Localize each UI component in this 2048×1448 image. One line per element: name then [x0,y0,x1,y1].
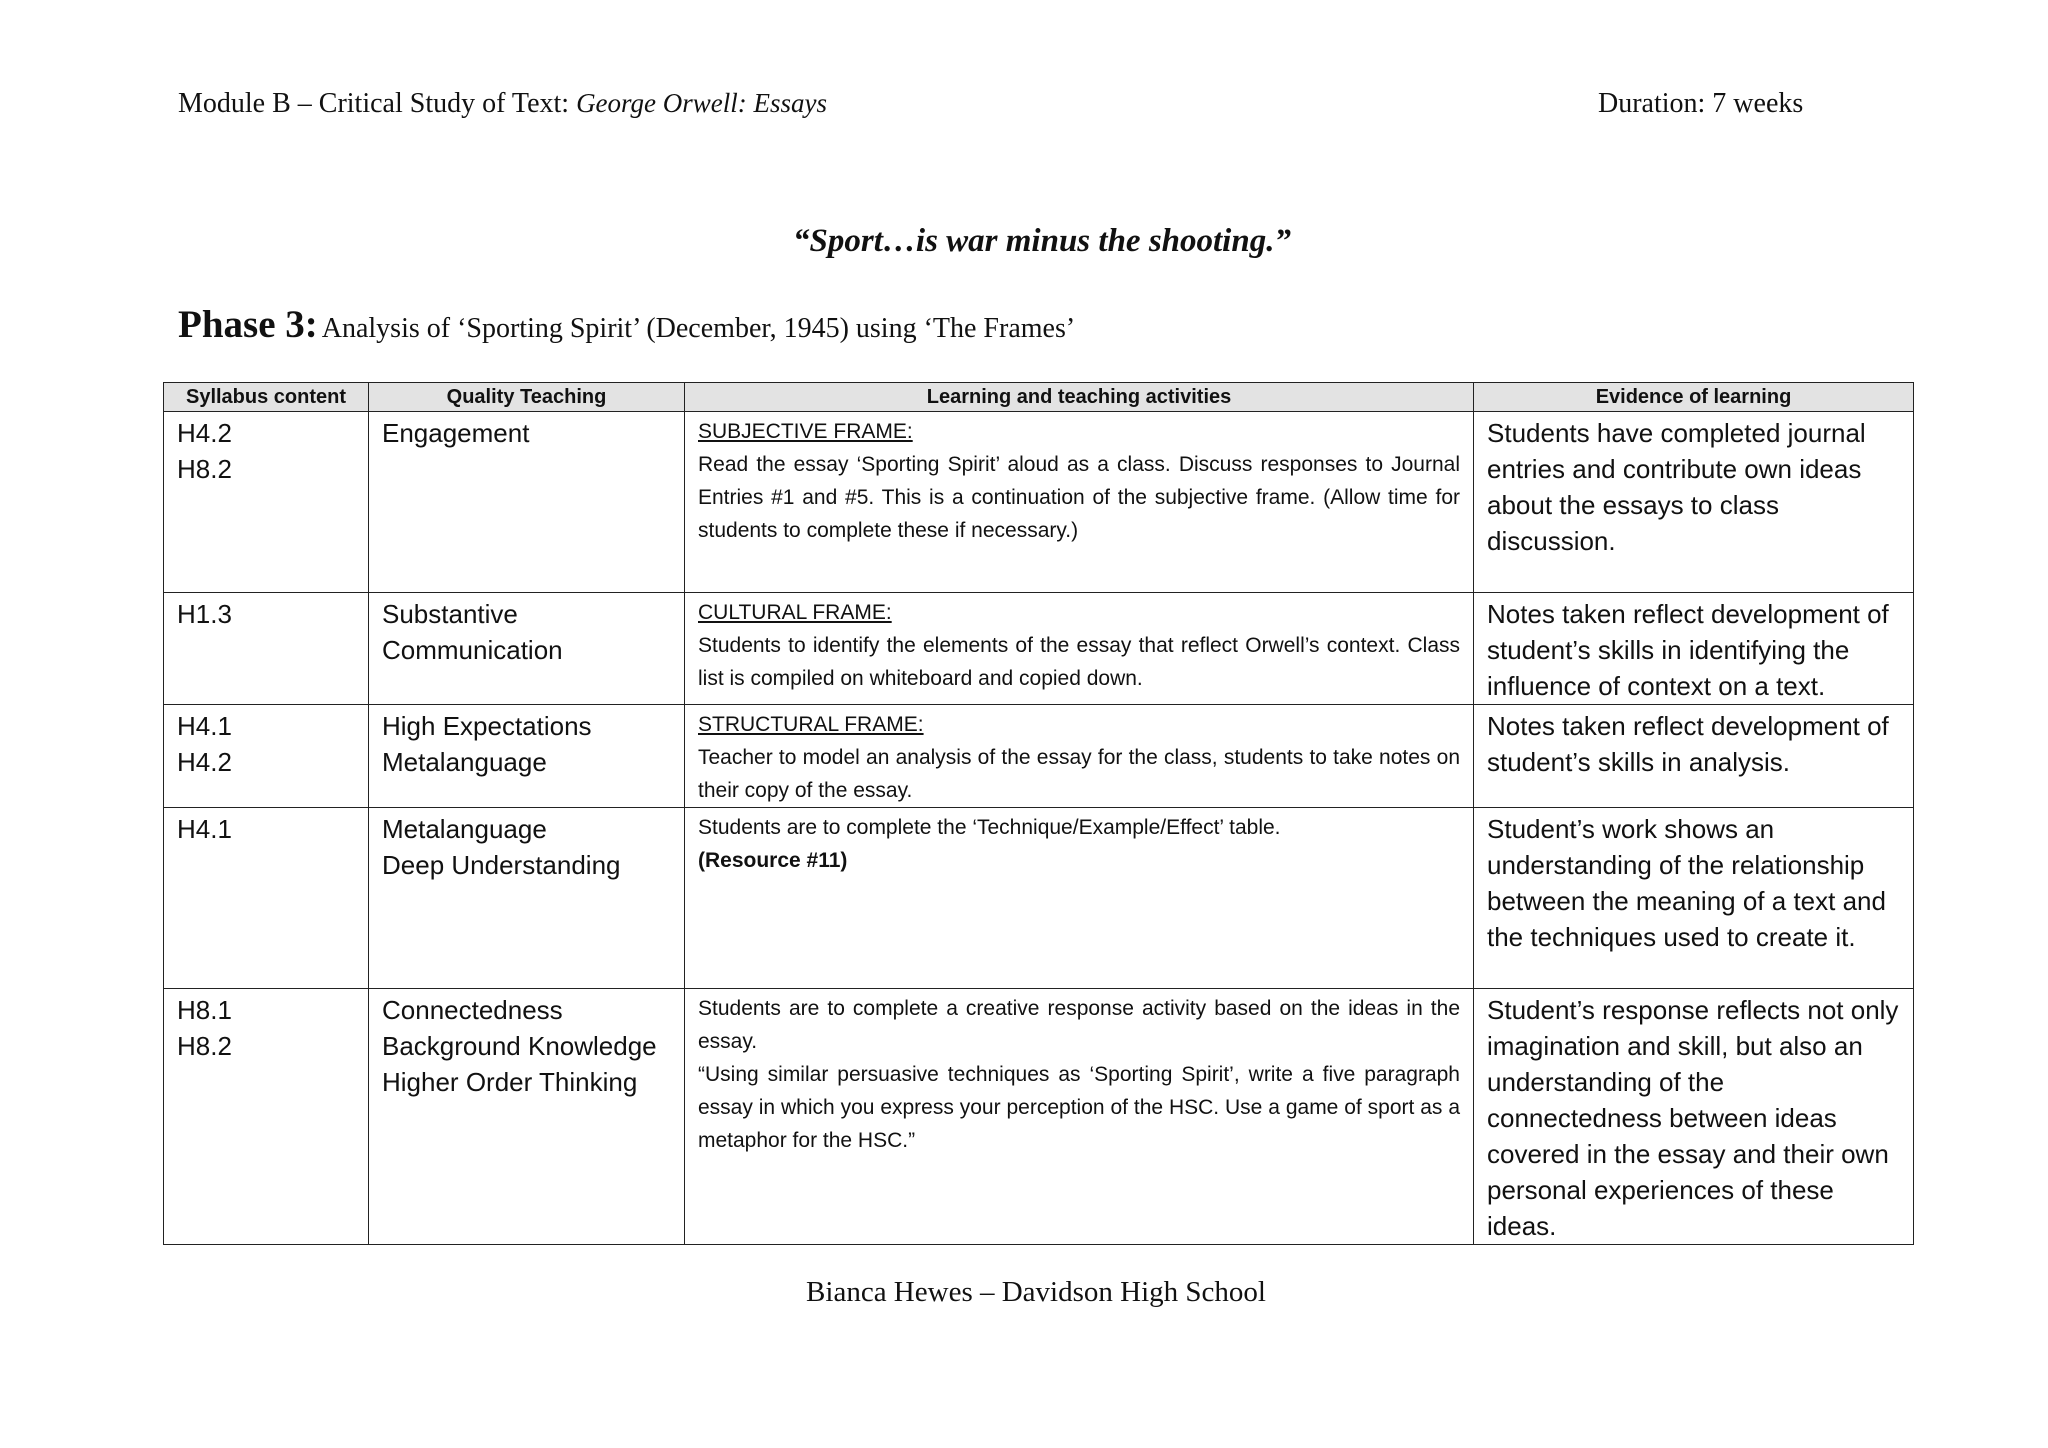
frame-label: CULTURAL FRAME: [698,601,892,624]
header-quality-teaching: Quality Teaching [369,383,685,412]
table-row [164,705,1914,808]
frame-label: SUBJECTIVE FRAME: [698,420,913,443]
quality-item: High Expectations [382,711,592,741]
activity-text: Teacher to model an analysis of the essay for the class, students to take notes on their copy of the essay. [698,746,1460,802]
syllabus-code: H8.1 [177,995,232,1025]
resource-reference: (Resource #11) [698,849,848,872]
evidence-cell: Student’s response reflects not only imagination and skill, but also an understanding of the connectedness between ideas covered in the essay and their own personal experiences of these ideas. [1474,989,1914,1245]
syllabus-code: H1.3 [177,599,232,629]
quality-item: Background Knowledge [382,1031,657,1061]
text-title: George Orwell: Essays [576,88,828,118]
quality-item: Deep Understanding [382,850,621,880]
frame-label: STRUCTURAL FRAME: [698,713,924,736]
activity-cell [685,593,1474,705]
duration-label: Duration: 7 weeks [1598,88,1804,119]
quality-cell [369,808,685,989]
quality-item: Higher Order Thinking [382,1067,638,1097]
syllabus-cell [164,593,369,705]
quality-item: Engagement [382,418,530,448]
module-heading [178,88,827,120]
author-footer: Bianca Hewes – Davidson High School [806,1276,1266,1308]
evidence-cell: Students have completed journal entries and contribute own ideas about the essays to class discussion. [1474,412,1914,593]
activity-cell [685,808,1474,989]
syllabus-cell [164,412,369,593]
activity-cell [685,989,1474,1245]
table-row [164,593,1914,705]
table-header-row [164,383,1914,412]
table-row [164,412,1914,593]
syllabus-code: H4.2 [177,418,232,448]
activity-text: Students are to complete the ‘Technique/Example/Effect’ table. [698,816,1281,839]
lesson-plan-table [163,382,1914,1245]
quality-item: Metalanguage [382,814,547,844]
syllabus-code: H8.2 [177,454,232,484]
phase-heading [178,302,1075,347]
evidence-cell: Student’s work shows an understanding of the relationship between the meaning of a text and the techniques used to create it. [1474,808,1914,989]
quality-item: Substantive [382,599,518,629]
header-syllabus-content: Syllabus content [164,383,369,412]
quality-cell [369,989,685,1245]
syllabus-code: H4.1 [177,711,232,741]
activity-cell [685,412,1474,593]
activity-text: Read the essay ‘Sporting Spirit’ aloud as a class. Discuss responses to Journal Entries #1 and #5. This is a continuation of the subjective frame. (Allow time for students to complete these if necessary.) [698,453,1460,542]
syllabus-code: H4.2 [177,747,232,777]
quality-item: Communication [382,635,563,665]
activity-text: Students are to complete a creative response activity based on the ideas in the essay. [698,997,1460,1053]
quality-cell [369,412,685,593]
activity-prompt: “Using similar persuasive techniques as ‘Sporting Spirit’, write a five paragraph essay in which you express your perception of the HSC. Use a game of sport as a metaphor for the HSC.” [698,1063,1460,1152]
syllabus-code: H8.2 [177,1031,232,1061]
module-label: Module B – Critical Study of Text: [178,88,577,119]
phase-label: Phase 3: [178,303,318,346]
header-learning-activities: Learning and teaching activities [685,383,1474,412]
syllabus-cell [164,989,369,1245]
header-evidence-of-learning: Evidence of learning [1474,383,1914,412]
orwell-quote: “Sport…is war minus the shooting.” [793,223,1291,259]
quality-cell [369,593,685,705]
quality-item: Metalanguage [382,747,547,777]
syllabus-code: H4.1 [177,814,232,844]
evidence-cell: Notes taken reflect development of student’s skills in analysis. [1474,705,1914,808]
table-row [164,989,1914,1245]
quality-item: Connectedness [382,995,563,1025]
table-row [164,808,1914,989]
syllabus-cell [164,808,369,989]
syllabus-cell [164,705,369,808]
activity-cell [685,705,1474,808]
evidence-cell: Notes taken reflect development of student’s skills in identifying the influence of context on a text. [1474,593,1914,705]
phase-title: Analysis of ‘Sporting Spirit’ (December, 1945) using ‘The Frames’ [321,313,1076,344]
quality-cell [369,705,685,808]
activity-text: Students to identify the elements of the essay that reflect Orwell’s context. Class list is compiled on whiteboard and copied down. [698,634,1460,690]
